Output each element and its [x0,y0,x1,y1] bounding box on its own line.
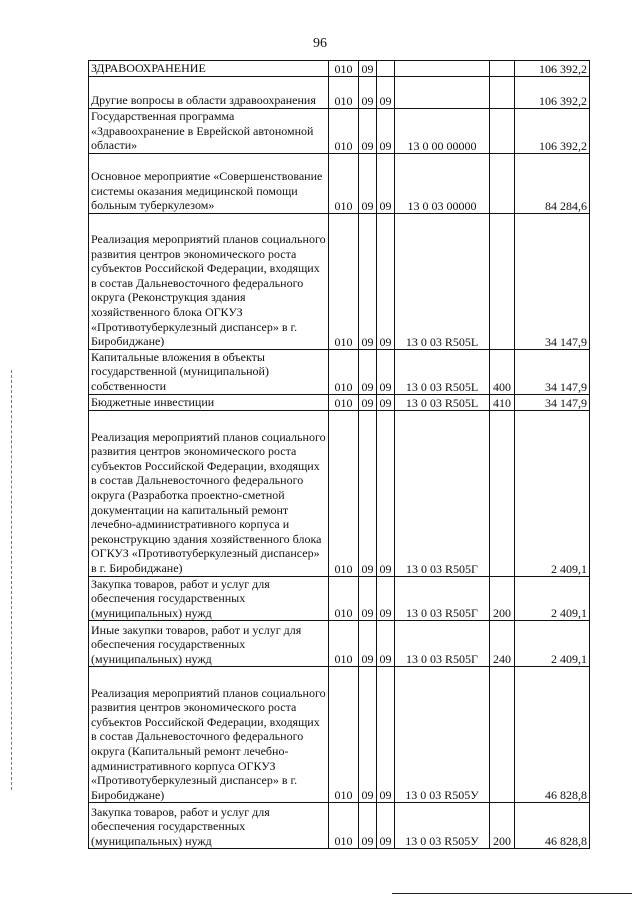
expense-type-code: 240 [490,621,515,667]
expense-type-code: 200 [490,803,515,849]
amount: 34 147,9 [515,394,590,410]
row-description: ЗДРАВООХРАНЕНИЕ [89,61,329,77]
target-article-code: 13 0 03 R505L [395,394,490,410]
table-row [89,61,590,77]
table-row [89,803,590,849]
ministry-code: 010 [329,621,359,667]
section-code: 09 [359,77,377,109]
expense-type-code: 410 [490,394,515,410]
row-description: Капитальные вложения в объекты государственной (муниципальной) собственности [89,349,329,394]
table-row [89,153,590,213]
ministry-code: 010 [329,213,359,349]
subsection-code: 09 [377,109,395,154]
section-code: 09 [359,213,377,349]
ministry-code: 010 [329,349,359,394]
ministry-code: 010 [329,410,359,576]
section-code: 09 [359,109,377,154]
section-code: 09 [359,621,377,667]
amount: 34 147,9 [515,349,590,394]
target-article-code: 13 0 03 R505L [395,213,490,349]
page-number: 96 [313,36,327,51]
target-article-code [395,77,490,109]
ministry-code: 010 [329,77,359,109]
target-article-code: 13 0 03 R505Г [395,410,490,576]
expense-type-code: 200 [490,576,515,621]
ministry-code: 010 [329,803,359,849]
table-row [89,77,590,109]
amount: 46 828,8 [515,667,590,803]
section-code: 09 [359,576,377,621]
section-code: 09 [359,61,377,77]
amount: 2 409,1 [515,576,590,621]
subsection-code: 09 [377,621,395,667]
amount: 2 409,1 [515,410,590,576]
expense-type-code [490,109,515,154]
row-description: Реализация мероприятий планов социального развития центров экономического роста субъектов Российской Федерации, входящих в состав Дальневосточного федерального округа (Реконструкция здания хозяйственного блока ОГКУЗ «Противотуберкулезный диспансер» в г. Биробиджане) [89,213,329,349]
subsection-code: 09 [377,803,395,849]
bottom-rule-line [392,893,632,894]
amount: 2 409,1 [515,621,590,667]
target-article-code: 13 0 03 R505У [395,803,490,849]
scan-margin-line [11,370,12,790]
target-article-code: 13 0 03 R505Г [395,621,490,667]
table-row [89,213,590,349]
row-description: Реализация мероприятий планов социального развития центров экономического роста субъектов Российской Федерации, входящих в состав Дальневосточного федерального округа (Капитальный ремонт лечебно-административного корпуса ОГКУЗ «Противотуберкулезный диспансер» в г. Биробиджане) [89,667,329,803]
expense-type-code [490,61,515,77]
row-description: Государственная программа «Здравоохранение в Еврейской автономной области» [89,109,329,154]
section-code: 09 [359,667,377,803]
expense-type-code [490,213,515,349]
subsection-code: 09 [377,667,395,803]
amount: 84 284,6 [515,153,590,213]
row-description: Иные закупки товаров, работ и услуг для обеспечения государственных (муниципальных) нужд [89,621,329,667]
amount: 34 147,9 [515,213,590,349]
section-code: 09 [359,410,377,576]
budget-table [88,60,590,849]
subsection-code: 09 [377,153,395,213]
row-description: Закупка товаров, работ и услуг для обеспечения государственных (муниципальных) нужд [89,803,329,849]
ministry-code: 010 [329,153,359,213]
row-description: Закупка товаров, работ и услуг для обеспечения государственных (муниципальных) нужд [89,576,329,621]
subsection-code: 09 [377,213,395,349]
target-article-code: 13 0 03 R505Г [395,576,490,621]
table-row [89,394,590,410]
table-row [89,667,590,803]
expense-type-code [490,410,515,576]
row-description: Реализация мероприятий планов социального развития центров экономического роста субъектов Российской Федерации, входящих в состав Дальневосточного федерального округа (Разработка проектно-сметной документации на капитальный ремонт лечебно-административного корпуса и реконструкцию здания хозяйственного блока ОГКУЗ «Противотуберкулезный диспансер» в г. Биробиджане) [89,410,329,576]
ministry-code: 010 [329,576,359,621]
row-description: Другие вопросы в области здравоохранения [89,77,329,109]
subsection-code: 09 [377,576,395,621]
target-article-code: 13 0 03 R505L [395,349,490,394]
section-code: 09 [359,153,377,213]
table-row [89,576,590,621]
row-description: Основное мероприятие «Совершенствование системы оказания медицинской помощи больным туберкулезом» [89,153,329,213]
expense-type-code [490,667,515,803]
target-article-code: 13 0 00 00000 [395,109,490,154]
ministry-code: 010 [329,109,359,154]
ministry-code: 010 [329,61,359,77]
table-row [89,621,590,667]
table-row [89,109,590,154]
subsection-code: 09 [377,349,395,394]
amount: 106 392,2 [515,77,590,109]
table-row [89,410,590,576]
section-code: 09 [359,803,377,849]
target-article-code: 13 0 03 R505У [395,667,490,803]
amount: 46 828,8 [515,803,590,849]
expense-type-code [490,153,515,213]
target-article-code: 13 0 03 00000 [395,153,490,213]
section-code: 09 [359,349,377,394]
subsection-code: 09 [377,394,395,410]
table-row [89,349,590,394]
subsection-code: 09 [377,410,395,576]
amount: 106 392,2 [515,109,590,154]
target-article-code [395,61,490,77]
expense-type-code [490,77,515,109]
expense-type-code: 400 [490,349,515,394]
subsection-code [377,61,395,77]
subsection-code: 09 [377,77,395,109]
ministry-code: 010 [329,667,359,803]
row-description: Бюджетные инвестиции [89,394,329,410]
amount: 106 392,2 [515,61,590,77]
section-code: 09 [359,394,377,410]
ministry-code: 010 [329,394,359,410]
